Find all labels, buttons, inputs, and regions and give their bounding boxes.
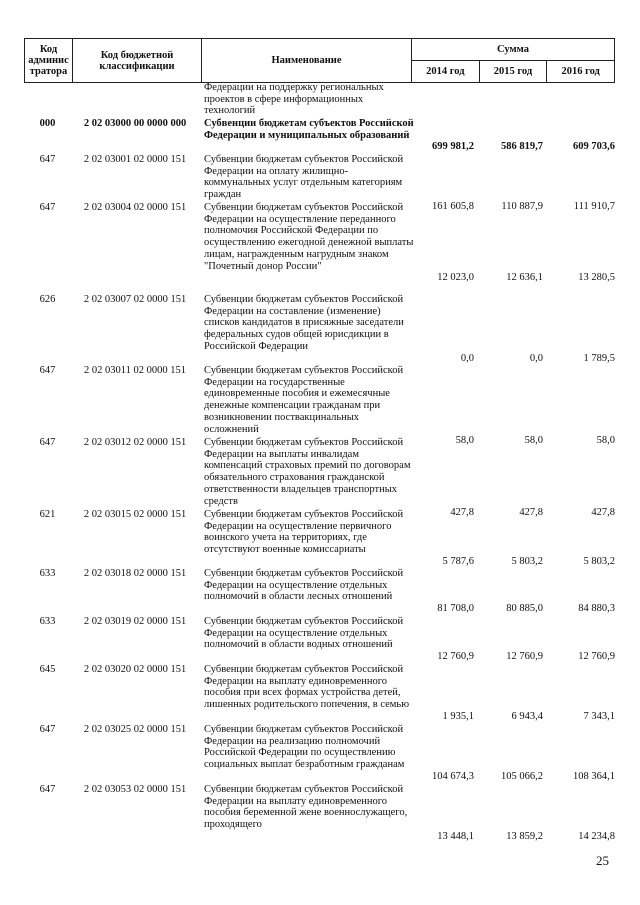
table-row xyxy=(24,294,615,365)
table-row xyxy=(24,118,615,154)
table-row xyxy=(24,202,615,294)
table-row xyxy=(24,568,615,616)
admin-code: 647 xyxy=(39,724,56,735)
sum-2015: 105 066,2 xyxy=(501,770,543,782)
budget-class-code: 2 02 03004 02 0000 151 xyxy=(83,202,187,213)
admin-code: 647 xyxy=(39,784,56,795)
item-name: Субвенции бюджетам субъектов Российской Федерации на осуществление отдельных полномочий в области лесных отношений xyxy=(204,568,404,603)
sum-2014: 12 023,0 xyxy=(437,272,474,284)
admin-code: 647 xyxy=(39,365,56,376)
sum-2014: 427,8 xyxy=(450,507,474,519)
sum-2014: 81 708,0 xyxy=(437,603,474,615)
sum-2014: 0,0 xyxy=(460,352,474,364)
item-name: Субвенции бюджетам субъектов Российской Федерации и муниципальных образований xyxy=(204,118,414,141)
sum-2016: 58,0 xyxy=(596,435,615,447)
budget-class-code: 2 02 03053 02 0000 151 xyxy=(83,784,187,795)
header-name: Наименование xyxy=(202,39,412,83)
sum-2016: 12 760,9 xyxy=(578,651,615,663)
sum-2014: 12 760,9 xyxy=(437,651,474,663)
table-row xyxy=(24,784,615,844)
admin-code: 626 xyxy=(39,294,56,305)
item-name: Субвенции бюджетам субъектов Российской Федерации на осуществление отдельных полномочий в области водных отношений xyxy=(204,616,404,651)
admin-code: 645 xyxy=(39,664,56,675)
item-name: Субвенции бюджетам субъектов Российской Федерации на оплату жилищно-коммунальных услуг отдельным категориям граждан xyxy=(204,154,404,201)
item-name: Субвенции бюджетам субъектов Российской Федерации на выплату единовременного пособия при всех формах устройства детей, лишенных родительского попечения, в семью xyxy=(204,664,410,711)
admin-code: 000 xyxy=(39,118,56,129)
budget-class-code: 2 02 03000 00 0000 000 xyxy=(83,118,187,129)
table-body xyxy=(24,82,615,844)
header-admin-code: Код админис тратора xyxy=(25,39,73,83)
budget-class-code: 2 02 03015 02 0000 151 xyxy=(83,509,187,520)
table-row xyxy=(24,664,615,724)
item-name: Субвенции бюджетам субъектов Российской Федерации на осуществление переданного полномочия Российской Федерации по осуществлению ежегодной денежной выплаты лицам, награжденным нагрудным знаком "Почетный донор России" xyxy=(204,202,414,272)
budget-class-code: 2 02 03018 02 0000 151 xyxy=(83,568,187,579)
item-name: Субвенции бюджетам субъектов Российской Федерации на реализацию полномочий Российской Федерации по осуществлению социальных выплат безработным гражданам xyxy=(204,724,405,771)
table-header xyxy=(24,38,615,83)
table-row xyxy=(24,616,615,664)
sum-2016: 13 280,5 xyxy=(578,272,615,284)
sum-2014: 5 787,6 xyxy=(442,555,474,567)
admin-code: 647 xyxy=(39,202,56,213)
item-name: Субвенции бюджетам субъектов Российской Федерации на выплаты инвалидам компенсаций страховых премий по договорам обязательного страхования гражданской ответственности владельцев транспортных средств xyxy=(204,437,411,507)
sum-2016: 111 910,7 xyxy=(573,200,615,212)
page-number: 25 xyxy=(596,853,609,868)
table-row xyxy=(24,509,615,568)
budget-class-code: 2 02 03025 02 0000 151 xyxy=(83,724,187,735)
sum-2014: 1 935,1 xyxy=(442,710,474,722)
sum-2016: 609 703,6 xyxy=(573,141,615,153)
item-name: Субвенции бюджетам субъектов Российской Федерации на составление (изменение) списков кандидатов в присяжные заседатели федеральных судов общей юрисдикции в Российской Федерации xyxy=(204,294,404,352)
sum-2016: 1 789,5 xyxy=(583,352,615,364)
sum-2015: 427,8 xyxy=(519,507,543,519)
sum-2016: 84 880,3 xyxy=(578,603,615,615)
sum-2016: 7 343,1 xyxy=(583,710,615,722)
admin-code: 647 xyxy=(39,154,56,165)
sum-2015: 586 819,7 xyxy=(501,141,543,153)
budget-class-code: 2 02 03020 02 0000 151 xyxy=(83,664,187,675)
sum-2015: 0,0 xyxy=(529,352,543,364)
header-budget-class: Код бюджетной классификации xyxy=(73,39,202,83)
table-row xyxy=(24,82,615,118)
sum-2016: 108 364,1 xyxy=(573,770,615,782)
budget-class-code: 2 02 03019 02 0000 151 xyxy=(83,616,187,627)
sum-2015: 13 859,2 xyxy=(506,830,543,842)
header-year-2015: 2015 год xyxy=(479,61,547,83)
admin-code: 647 xyxy=(39,437,56,448)
admin-code: 633 xyxy=(39,568,56,579)
sum-2014: 13 448,1 xyxy=(437,830,474,842)
budget-class-code: 2 02 03011 02 0000 151 xyxy=(84,365,186,376)
item-name: Субвенции бюджетам субъектов Российской Федерации на государственные единовременные пособия и ежемесячные денежные компенсации гражданам при возникновении поствакцинальных осложнений xyxy=(204,365,404,435)
sum-2015: 5 803,2 xyxy=(511,555,543,567)
item-name: Субвенции бюджетам субъектов Российской Федерации на выплату единовременного пособия беременной жене военнослужащего, проходящего xyxy=(204,784,408,831)
sum-2015: 12 636,1 xyxy=(506,272,543,284)
header-year-2016: 2016 год xyxy=(547,61,615,83)
budget-class-code: 2 02 03012 02 0000 151 xyxy=(83,437,187,448)
sum-2014: 699 981,2 xyxy=(432,141,474,153)
sum-2014: 161 605,8 xyxy=(432,200,474,212)
header-year-2014: 2014 год xyxy=(412,61,480,83)
admin-code: 633 xyxy=(39,616,56,627)
item-name: Федерации на поддержку региональных проектов в сфере информационных технологий xyxy=(204,82,384,117)
sum-2015: 58,0 xyxy=(524,435,543,447)
sum-2015: 110 887,9 xyxy=(501,200,543,212)
sum-2015: 80 885,0 xyxy=(506,603,543,615)
sum-2015: 12 760,9 xyxy=(506,651,543,663)
sum-2014: 104 674,3 xyxy=(432,770,474,782)
admin-code: 621 xyxy=(39,509,56,520)
item-name: Субвенции бюджетам субъектов Российской Федерации на осуществление первичного воинского учета на территориях, где отсутствуют военные комиссариаты xyxy=(204,509,404,556)
table-row xyxy=(24,724,615,784)
budget-class-code: 2 02 03007 02 0000 151 xyxy=(83,294,187,305)
sum-2014: 58,0 xyxy=(455,435,474,447)
sum-2015: 6 943,4 xyxy=(511,710,543,722)
header-sum: Сумма xyxy=(412,39,615,61)
sum-2016: 427,8 xyxy=(591,507,615,519)
budget-class-code: 2 02 03001 02 0000 151 xyxy=(83,154,187,165)
sum-2016: 14 234,8 xyxy=(578,830,615,842)
sum-2016: 5 803,2 xyxy=(583,555,615,567)
